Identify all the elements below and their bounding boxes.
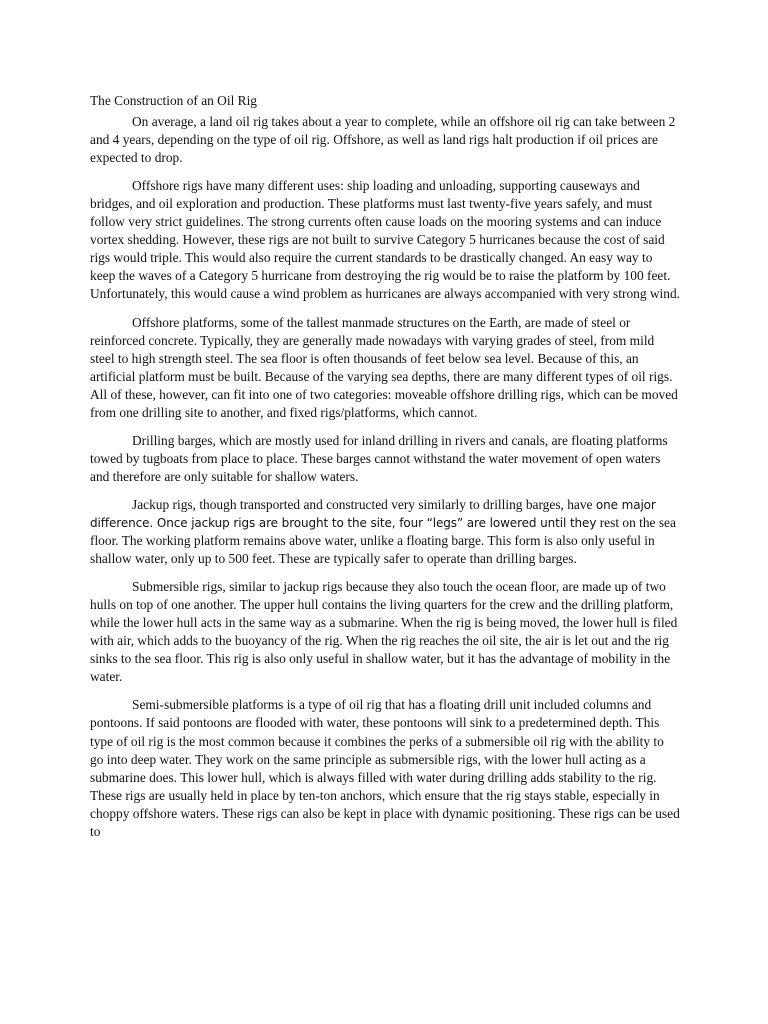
- paragraph-semi-submersible: Semi-submersible platforms is a type of oil rig that has a floating drill unit included columns and pontoons. If said pontoons are flooded with water, these pontoons will sink to a predetermined depth. This type of oil rig is the most common because it combines the perks of a submersible oil rig with the ability to go into deep water. They work on the same principle as submersible rigs, with the lower hull acting as a submarine does. This lower hull, which is always filled with water during drilling adds stability to the rig. These rigs are usually held in place by ten-ton anchors, which ensure that the rig stays stable, especially in choppy offshore waters. These rigs can also be kept in place with dynamic positioning. These rigs can be used to: [90, 697, 680, 839]
- jackup-text-end: rest on the sea floor. The working platform remains above water, unlike a floating barge. This form is also only useful in shallow water, only up to 500 feet. These are typically safer to operate than drilling barges.: [90, 514, 676, 567]
- jackup-text-alt-font: one major difference. Once jackup rigs are brought to the site, four “legs” are lowered until they: [90, 497, 656, 530]
- paragraph-offshore-platforms: Offshore platforms, some of the tallest manmade structures on the Earth, are made of steel or reinforced concrete. Typically, they are generally made nowadays with varying grades of steel, from mild steel to high strength steel. The sea floor is often thousands of feet below sea level. Because of this, an artificial platform must be built. Because of the varying sea depths, there are many different types of oil rigs. All of these, however, can fit into one of two categories: moveable offshore drilling rigs, which can be moved from one drilling site to another, and fixed rigs/platforms, which cannot.: [90, 314, 678, 420]
- document-title: The Construction of an Oil Rig: [90, 93, 257, 108]
- paragraph-drilling-barges: Drilling barges, which are mostly used for inland drilling in rivers and canals, are floating platforms towed by tugboats from place to place. These barges cannot withstand the water movement of open waters and therefore are only suitable for shallow waters.: [90, 432, 668, 484]
- paragraph-build-time: On average, a land oil rig takes about a year to complete, while an offshore oil rig can take between 2 and 4 years, depending on the type of oil rig. Offshore, as well as land rigs halt production if oil prices are expected to drop.: [90, 114, 676, 166]
- jackup-text-start: Jackup rigs, though transported and constructed very similarly to drilling barges, have: [132, 496, 596, 512]
- paragraph-jackup-rigs: [90, 496, 680, 568]
- document-page: [90, 92, 680, 851]
- paragraph-submersible-rigs: Submersible rigs, similar to jackup rigs because they also touch the ocean floor, are made up of two hulls on top of one another. The upper hull contains the living quarters for the crew and the drilling platform, while the lower hull acts in the same way as a submarine. When the rig is being moved, the lower hull is filed with air, which adds to the buoyancy of the rig. When the rig reaches the oil site, the air is let out and the rig sinks to the sea floor. This rig is also only useful in shallow water, but it has the advantage of mobility in the water.: [90, 579, 678, 685]
- paragraph-offshore-uses: Offshore rigs have many different uses: ship loading and unloading, supporting causeways and bridges, and oil exploration and production. These platforms must last twenty-five years safely, and must follow very strict guidelines. The strong currents often cause loads on the mooring systems and can induce vortex shedding. However, these rigs are not built to survive Category 5 hurricanes because the cost of said rigs would triple. This would also require the current standards to be drastically changed. An easy way to keep the waves of a Category 5 hurricane from destroying the rig would be to raise the platform by 100 feet. Unfortunately, this would cause a wind problem as hurricanes are always accompanied with very strong wind.: [90, 178, 681, 302]
